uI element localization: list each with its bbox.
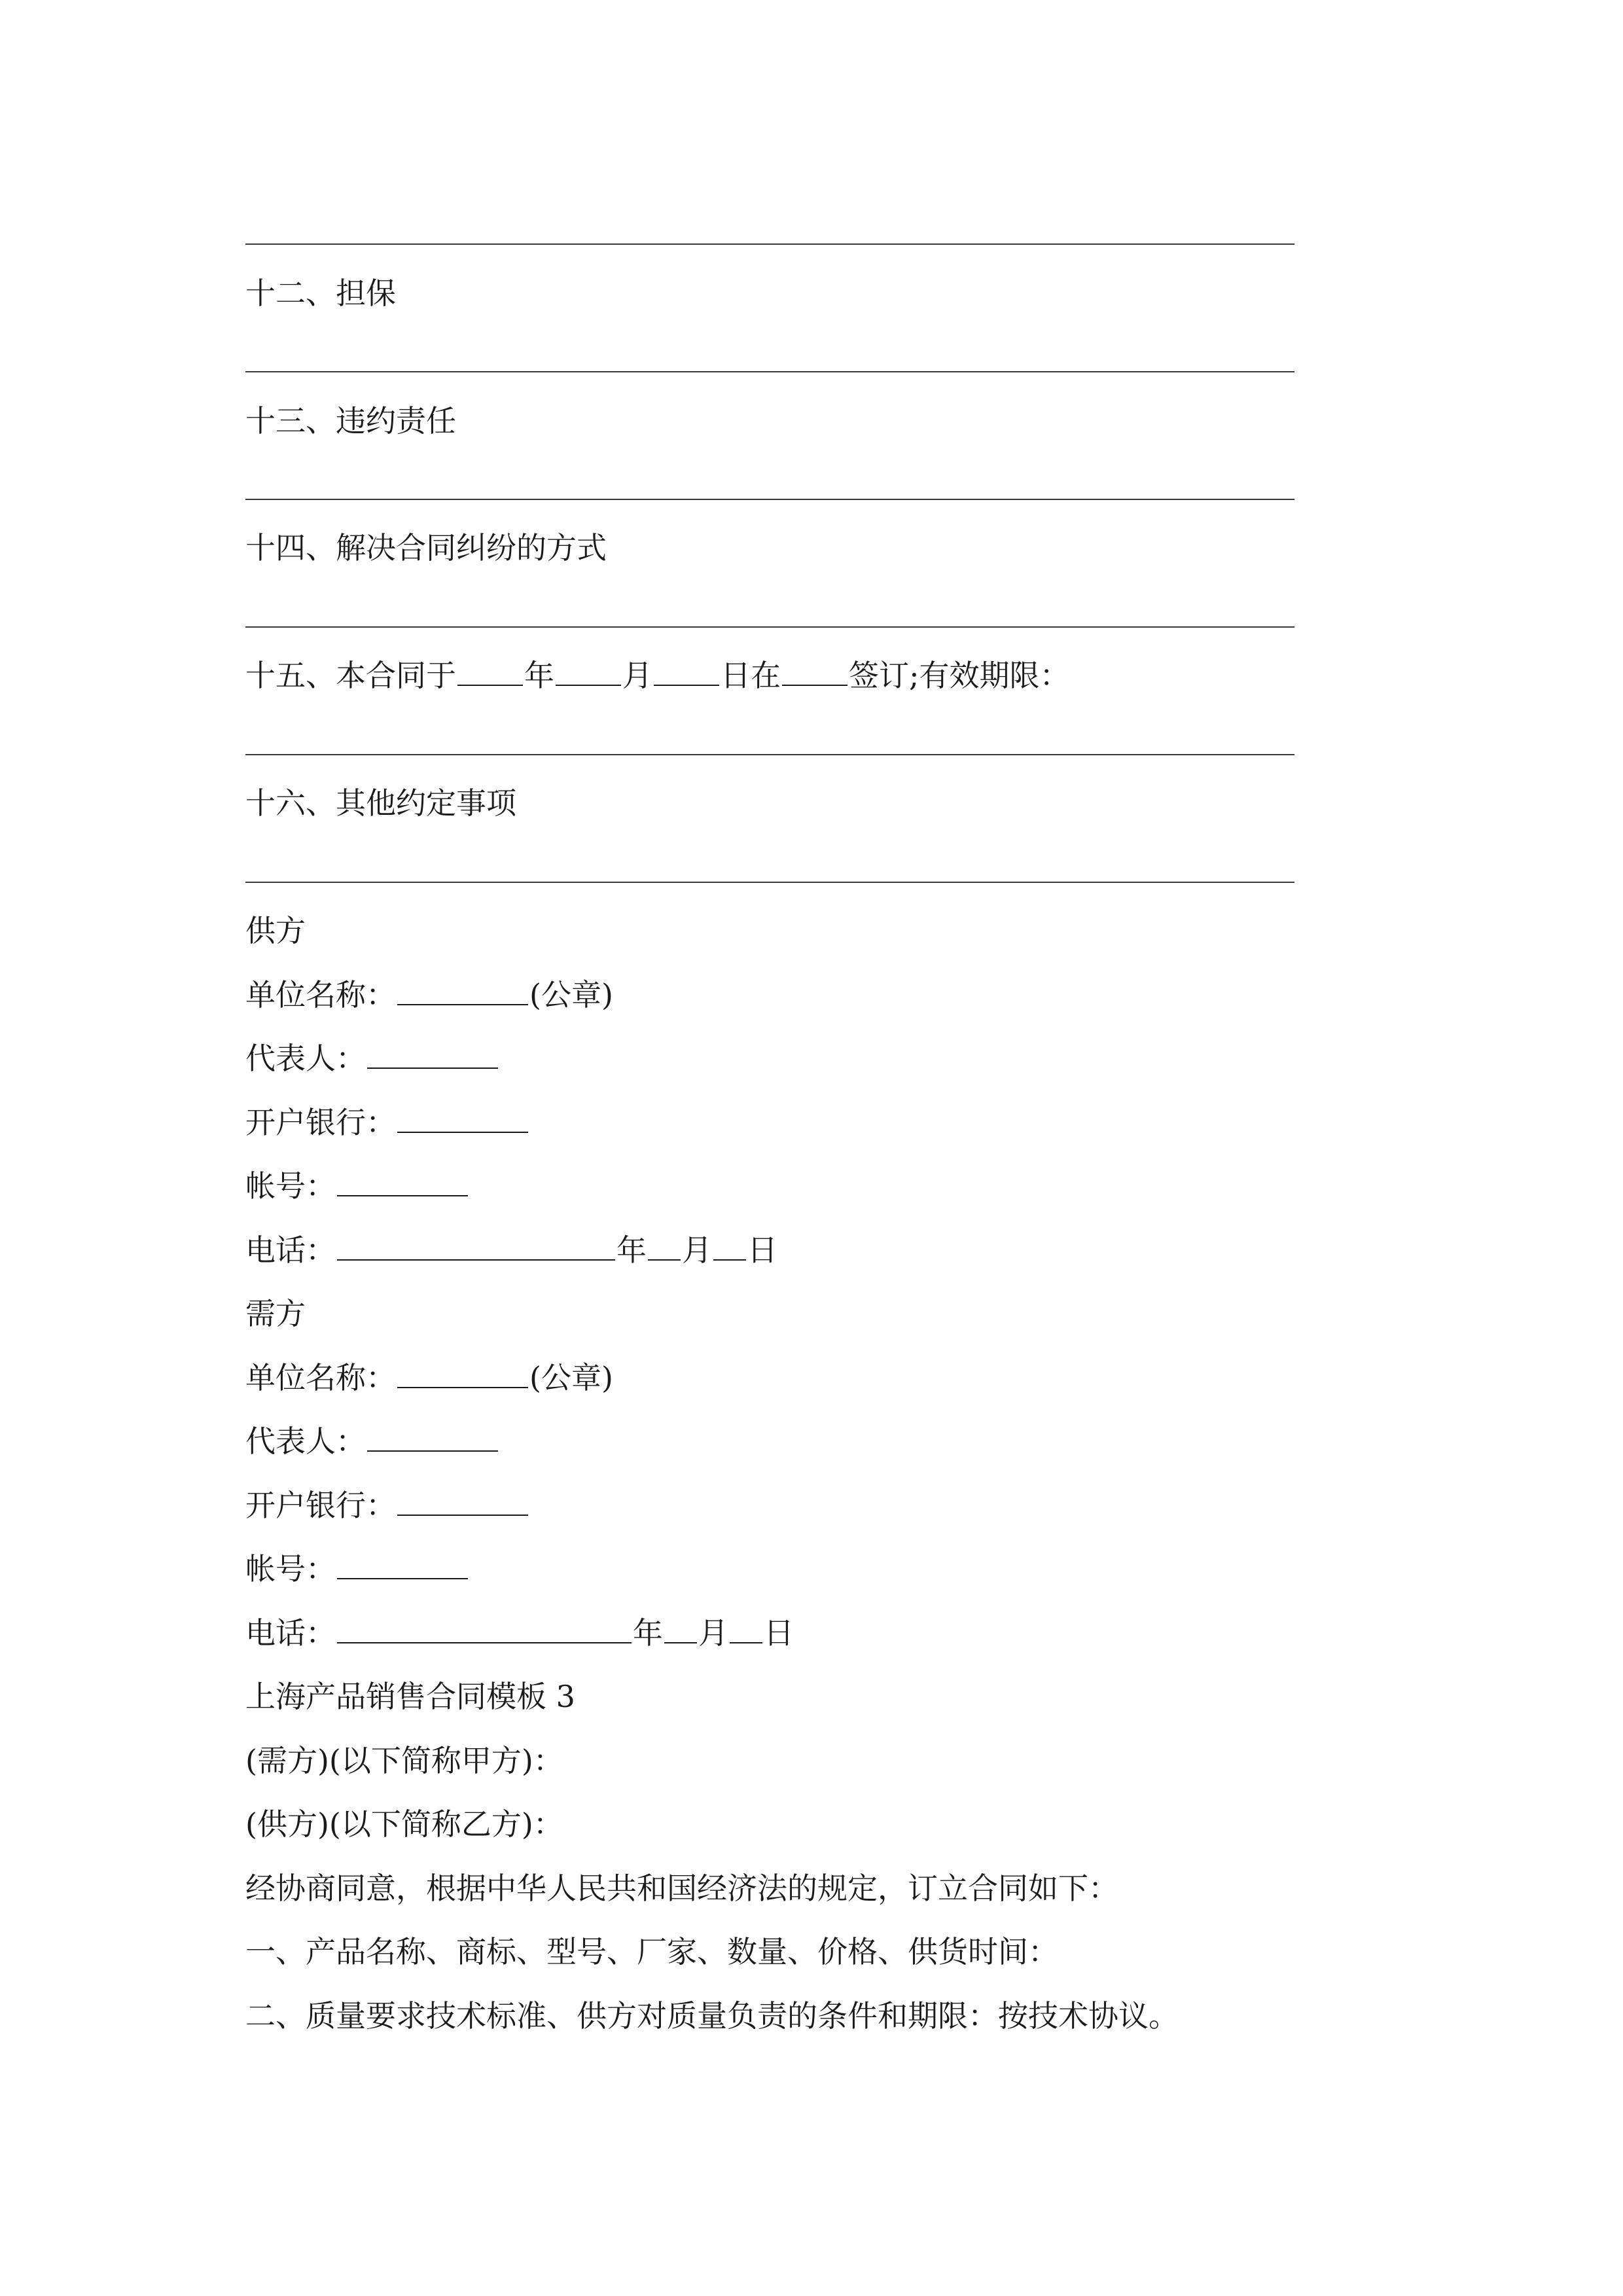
account-blank[interactable]	[337, 1194, 468, 1196]
supplier-phone	[245, 1230, 777, 1270]
month-blank[interactable]	[556, 684, 621, 686]
day-blank[interactable]	[713, 1259, 746, 1261]
buyer-account	[245, 1549, 469, 1588]
rule-line	[245, 499, 1294, 500]
day-label: 日在	[721, 658, 781, 693]
seal-label: (公章)	[529, 977, 613, 1013]
clause-15-prefix: 十五、本合同于	[245, 658, 456, 693]
clause-15-suffix: 签订;有效期限：	[849, 658, 1070, 693]
day-label: 日	[764, 1615, 794, 1651]
intro-paragraph: 经协商同意，根据中华人民共和国经济法的规定，订立合同如下：	[245, 1871, 1118, 1906]
representative-label: 代表人：	[245, 1041, 366, 1076]
year-blank[interactable]	[457, 684, 523, 686]
bank-blank[interactable]	[397, 1131, 528, 1133]
party-b-line: (供方)(以下简称乙方)：	[245, 1806, 563, 1842]
phone-blank[interactable]	[337, 1259, 615, 1261]
supplier-representative	[245, 1039, 499, 1078]
day-blank[interactable]	[730, 1641, 762, 1643]
day-blank[interactable]	[654, 684, 719, 686]
bank-label: 开户银行：	[245, 1105, 396, 1140]
clause-14: 十四、解决合同纠纷的方式	[245, 530, 607, 565]
supplier-account	[245, 1166, 469, 1206]
rule-line	[245, 882, 1294, 883]
representative-blank[interactable]	[367, 1067, 498, 1069]
item-1: 一、产品名称、商标、型号、厂家、数量、价格、供货时间：	[245, 1934, 1058, 1969]
account-label: 帐号：	[245, 1551, 336, 1587]
unit-name-label: 单位名称：	[245, 1360, 396, 1395]
phone-label: 电话：	[245, 1615, 336, 1651]
template3-title: 上海产品销售合同模板 3	[245, 1679, 575, 1714]
year-label: 年	[633, 1615, 663, 1651]
unit-name-label: 单位名称：	[245, 977, 396, 1013]
month-label: 月	[682, 1232, 712, 1268]
month-blank[interactable]	[664, 1641, 697, 1643]
supplier-bank	[245, 1103, 529, 1142]
phone-blank[interactable]	[337, 1641, 632, 1643]
buyer-bank	[245, 1486, 529, 1525]
year-label: 年	[616, 1232, 647, 1268]
buyer-representative	[245, 1422, 499, 1461]
phone-label: 电话：	[245, 1232, 336, 1268]
account-blank[interactable]	[337, 1577, 468, 1579]
clause-13: 十三、违约责任	[245, 403, 456, 439]
month-label: 月	[698, 1615, 728, 1651]
item-2: 二、质量要求技术标准、供方对质量负责的条件和期限：按技术协议。	[245, 1998, 1179, 2034]
party-a-line: (需方)(以下简称甲方)：	[245, 1743, 563, 1778]
year-label: 年	[524, 658, 554, 693]
bank-blank[interactable]	[397, 1514, 528, 1516]
month-blank[interactable]	[648, 1259, 681, 1261]
bank-label: 开户银行：	[245, 1488, 396, 1523]
month-label: 月	[622, 658, 652, 693]
day-label: 日	[747, 1232, 777, 1268]
clause-12: 十二、担保	[245, 276, 396, 311]
clause-16: 十六、其他约定事项	[245, 785, 516, 821]
buyer-unit-name	[245, 1358, 613, 1397]
rule-line	[245, 243, 1294, 245]
unit-name-blank[interactable]	[397, 1386, 528, 1388]
supplier-title: 供方	[245, 913, 306, 948]
unit-name-blank[interactable]	[397, 1003, 528, 1005]
rule-line	[245, 371, 1294, 372]
buyer-title: 需方	[245, 1296, 306, 1331]
supplier-unit-name	[245, 975, 613, 1014]
buyer-phone	[245, 1613, 794, 1653]
account-label: 帐号：	[245, 1168, 336, 1204]
rule-line	[245, 754, 1294, 755]
representative-blank[interactable]	[367, 1450, 498, 1452]
clause-15	[245, 656, 1070, 695]
representative-label: 代表人：	[245, 1424, 366, 1459]
rule-line	[245, 626, 1294, 628]
place-blank[interactable]	[782, 684, 847, 686]
seal-label: (公章)	[529, 1360, 613, 1395]
